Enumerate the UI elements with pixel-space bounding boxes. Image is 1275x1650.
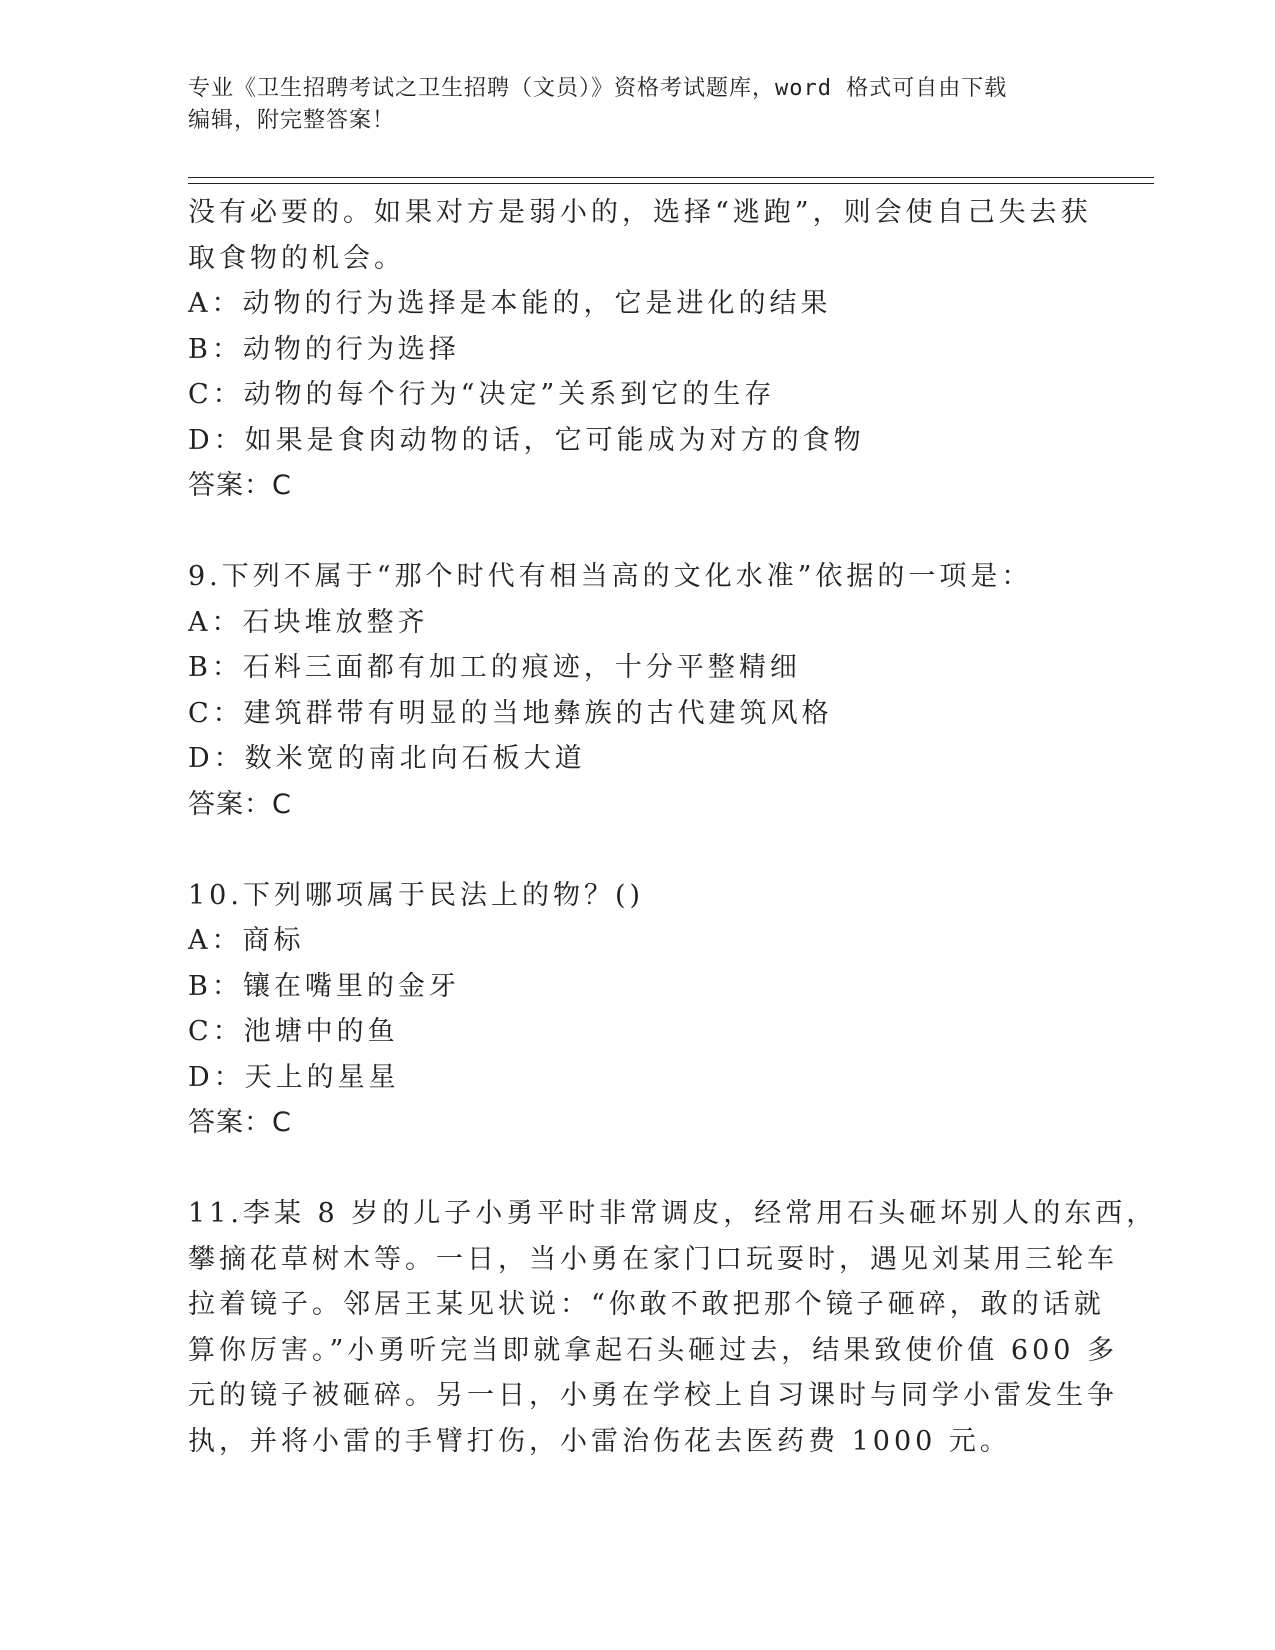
question-8-option-b: B：动物的行为选择 [188, 333, 460, 365]
header-line-2: 编辑，附完整答案！ [188, 108, 396, 133]
question-11-line-5: 元的镜子被砸碎。另一日，小勇在学校上自习课时与同学小雷发生争 [188, 1380, 1118, 1411]
question-11-line-1: 11.李某 8 岁的儿子小勇平时非常调皮，经常用石头砸坏别人的东西， [188, 1198, 1158, 1229]
question-8-option-a: A：动物的行为选择是本能的，它是进化的结果 [188, 288, 832, 319]
question-8-option-c: C：动物的每个行为“决定”关系到它的生存 [188, 379, 776, 410]
question-10-stem: 10.下列哪项属于民法上的物？() [188, 879, 645, 911]
header-rule-top [188, 177, 1154, 178]
question-10-answer: 答案：C [188, 1107, 292, 1138]
question-10 [188, 873, 1088, 1146]
spacer [188, 827, 1088, 873]
question-9-option-c: C：建筑群带有明显的当地彝族的古代建筑风格 [188, 697, 833, 729]
question-9-answer: 答案：C [188, 788, 292, 820]
question-8-option-d: D：如果是食肉动物的话，它可能成为对方的食物 [188, 424, 865, 456]
page-header [188, 73, 1068, 137]
header-line-1: 专业《卫生招聘考试之卫生招聘（文员）》资格考试题库，word 格式可自由下载 [188, 76, 1008, 101]
question-9-stem: 9.下列不属于“那个时代有相当高的文化水准”依据的一项是： [188, 561, 1033, 592]
question-9-option-b: B：石料三面都有加工的痕迹，十分平整精细 [188, 652, 801, 683]
question-content [188, 190, 1158, 1464]
question-8-answer: 答案：C [188, 470, 292, 501]
question-8-stem-line-2: 取食物的机会。 [188, 242, 405, 274]
question-8 [188, 190, 1092, 509]
question-10-option-b: B：镶在嘴里的金牙 [188, 970, 460, 1002]
question-11-line-3: 拉着镜子。邻居王某见状说：“你敢不敢把那个镜子砸碎，敢的话就 [188, 1289, 1105, 1320]
question-11-line-2: 攀摘花草树木等。一日，当小勇在家门口玩耍时，遇见刘某用三轮车 [188, 1243, 1118, 1275]
question-10-option-a: A：商标 [188, 925, 305, 956]
question-11-line-6: 执，并将小雷的手臂打伤，小雷治伤花去医药费 1000 元。 [188, 1425, 1011, 1457]
spacer [188, 1146, 1088, 1192]
question-11-line-4: 算你厉害。”小勇听完当即就拿起石头砸过去，结果致使价值 600 多 [188, 1334, 1119, 1366]
question-11 [188, 1191, 1158, 1464]
question-8-stem-line-1: 没有必要的。如果对方是弱小的，选择“逃跑”，则会使自己失去获 [188, 197, 1092, 228]
question-10-option-d: D：天上的星星 [188, 1061, 400, 1093]
question-9-option-d: D：数米宽的南北向石板大道 [188, 743, 586, 774]
question-9-option-a: A：石块堆放整齐 [188, 606, 429, 638]
spacer [188, 509, 1088, 555]
question-10-option-c: C：池塘中的鱼 [188, 1016, 399, 1047]
header-rule-bottom [188, 183, 1154, 184]
question-9 [188, 554, 1088, 827]
